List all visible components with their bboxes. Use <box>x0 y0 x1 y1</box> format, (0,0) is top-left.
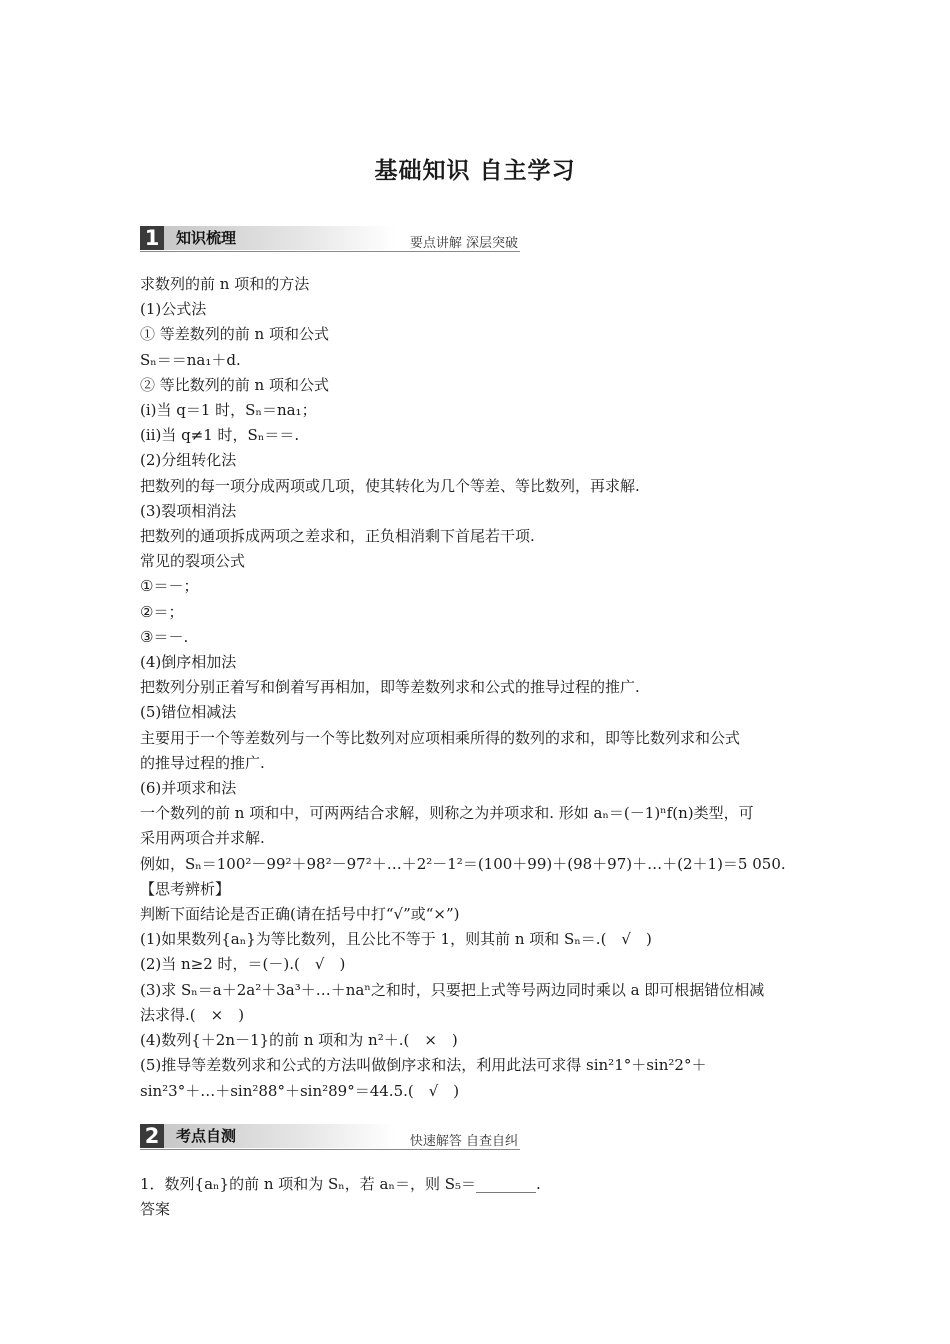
text-line: ② 等比数列的前 n 项和公式 <box>140 375 329 394</box>
text-line: (ⅱ)当 q≠1 时，Sₙ＝＝. <box>140 426 300 445</box>
text-line: 【思考辨析】 <box>140 879 231 898</box>
text-line: 一个数列的前 n 项和中，可两两结合求解，则称之为并项求和. 形如 aₙ＝(－1)ⁿf(n)类型，可 <box>140 804 754 823</box>
text-line: 把数列分别正着写和倒着写再相加，即等差数列求和公式的推导过程的推广. <box>140 678 640 697</box>
text-line: (2)分组转化法 <box>140 451 237 470</box>
knowledge-content <box>140 272 812 1104</box>
text-line: sin²3°＋…＋sin²88°＋sin²89°＝44.5.( √ ) <box>140 1081 460 1100</box>
text-line: ① 等差数列的前 n 项和公式 <box>140 325 329 344</box>
text-line: 的推导过程的推广. <box>140 753 265 772</box>
text-line: (3)裂项相消法 <box>140 501 237 520</box>
section-divider <box>140 251 520 252</box>
text-line: (3)求 Sₙ＝a＋2a²＋3a³＋…＋naⁿ之和时，只要把上式等号两边同时乘以 a 即可根据错位相减 <box>140 980 765 999</box>
text-line: 主要用于一个等差数列与一个等比数列对应项相乘所得的数列的求和，即等比数列求和公式 <box>140 728 741 747</box>
text-line: Sₙ＝＝na₁＋d. <box>140 350 241 369</box>
text-line: (5)推导等差数列求和公式的方法叫做倒序求和法，利用此法可求得 sin²1°＋sin²2°＋ <box>140 1056 707 1075</box>
section-header-knowledge <box>140 226 520 252</box>
text-line: 例如，Sₙ＝100²－99²＋98²－97²＋…＋2²－1²＝(100＋99)＋(98＋97)＋…＋(2＋1)＝5 050. <box>140 854 786 873</box>
text-line: (5)错位相减法 <box>140 703 237 722</box>
text-line: 求数列的前 n 项和的方法 <box>140 275 310 293</box>
text-line: (2)当 n≥2 时，＝(－).( √ ) <box>140 955 346 974</box>
text-line: 判断下面结论是否正确(请在括号中打“√”或“×”) <box>140 905 460 924</box>
text-line: (6)并项求和法 <box>140 779 237 798</box>
text-line: 把数列的通项拆成两项之差求和，正负相消剩下首尾若干项. <box>140 527 535 546</box>
section-number: 2 <box>140 1124 164 1148</box>
question-block <box>140 1172 812 1222</box>
text-line: (1)如果数列{aₙ}为等比数列，且公比不等于 1，则其前 n 项和 Sₙ＝.( √ ) <box>140 930 652 949</box>
text-line: 1．数列{aₙ}的前 n 项和为 Sₙ，若 aₙ＝，则 S₅＝________. <box>140 1175 541 1193</box>
section-number: 1 <box>140 226 164 250</box>
section-title: 知识梳理 <box>164 226 396 250</box>
text-line: 采用两项合并求解. <box>140 829 265 848</box>
section-subtitle: 要点讲解 深层突破 <box>409 236 518 251</box>
text-line: 把数列的每一项分成两项或几项，使其转化为几个等差、等比数列，再求解. <box>140 476 640 495</box>
text-line: ③＝－. <box>140 627 189 646</box>
text-line: 法求得.( × ) <box>140 1005 245 1024</box>
text-line: (ⅰ)当 q＝1 时，Sₙ＝na₁； <box>140 401 317 420</box>
text-line: (4)倒序相加法 <box>140 653 237 672</box>
section-divider <box>140 1149 520 1150</box>
text-line: (1)公式法 <box>140 300 207 319</box>
text-line: ①＝－； <box>140 577 199 596</box>
text-line: ②＝； <box>140 602 184 621</box>
page-title: 基础知识 自主学习 <box>374 158 576 184</box>
text-line: 答案 <box>140 1200 171 1219</box>
section-header-selftest <box>140 1124 520 1150</box>
section-subtitle: 快速解答 自查自纠 <box>409 1134 518 1149</box>
text-line: 常见的裂项公式 <box>140 552 246 571</box>
text-line: (4)数列{＋2n－1}的前 n 项和为 n²＋.( × ) <box>140 1031 458 1050</box>
section-title: 考点自测 <box>164 1124 396 1148</box>
